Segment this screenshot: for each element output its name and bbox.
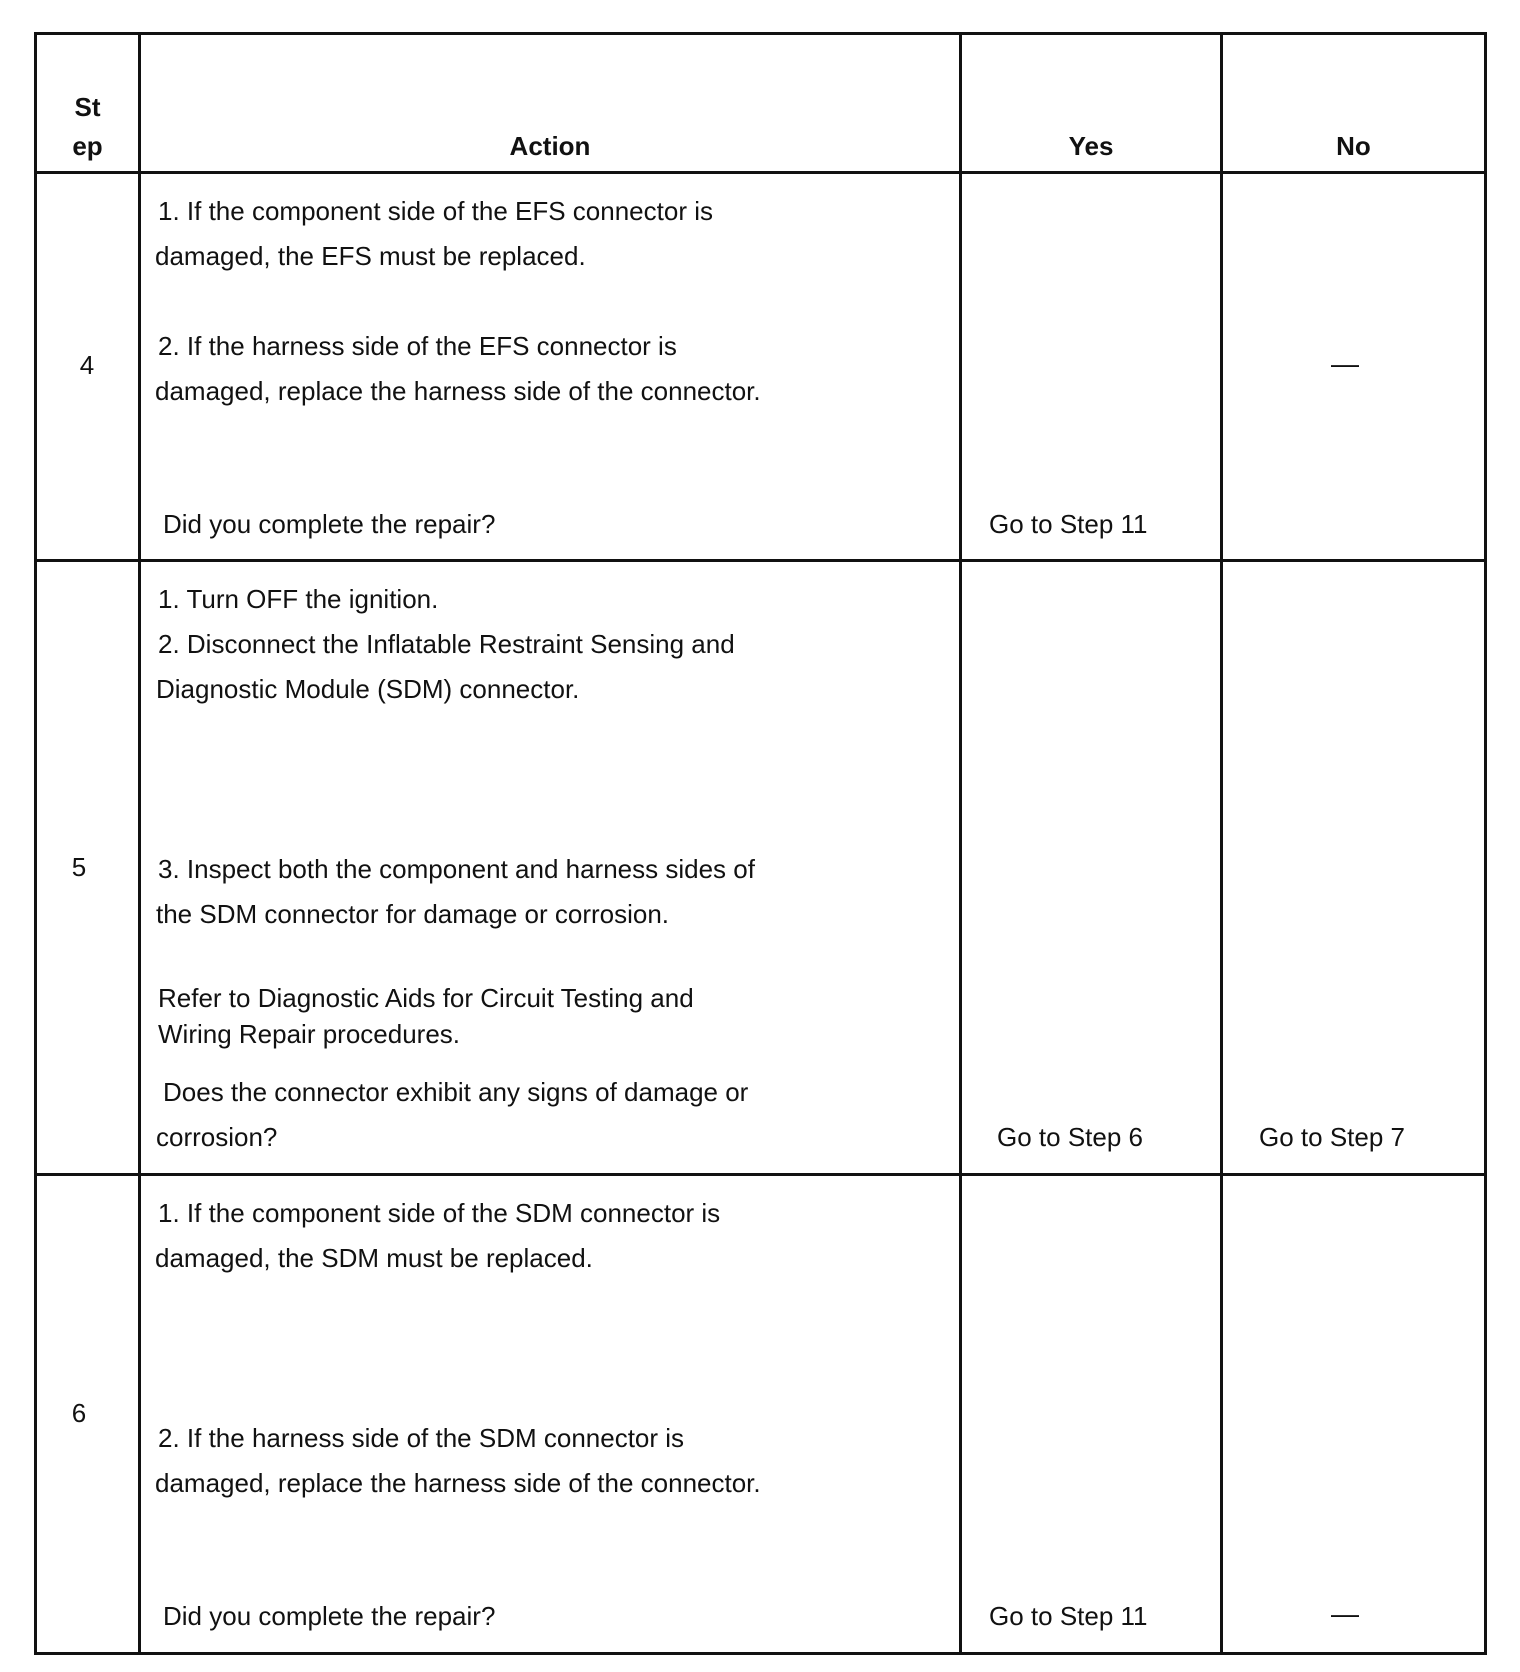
step5-item3-line2: the SDM connector for damage or corrosion. xyxy=(156,899,670,929)
step6-no: — xyxy=(1331,1598,1359,1629)
step5-note-line1: Refer to Diagnostic Aids for Circuit Testing and xyxy=(158,983,694,1013)
column-divider-action xyxy=(959,32,962,1655)
step4-question: Did you complete the repair? xyxy=(163,509,496,539)
step5-item2-line1: 2. Disconnect the Inflatable Restraint Sensing and xyxy=(158,629,735,659)
row-divider-4-5 xyxy=(34,559,1487,562)
step4-item2-line1: 2. If the harness side of the EFS connector is xyxy=(158,331,677,361)
step6-question: Did you complete the repair? xyxy=(163,1601,496,1631)
step4-yes: Go to Step 11 xyxy=(989,509,1148,539)
step6-item2-line2: damaged, replace the harness side of the connector. xyxy=(155,1468,761,1498)
step4-item1-line2: damaged, the EFS must be replaced. xyxy=(155,241,586,271)
step4-item2-line2: damaged, replace the harness side of the connector. xyxy=(155,376,761,406)
table-border-right xyxy=(1484,32,1487,1655)
step5-yes: Go to Step 6 xyxy=(997,1122,1143,1152)
step4-item1-line1: 1. If the component side of the EFS connector is xyxy=(158,196,713,226)
step6-item1-line2: damaged, the SDM must be replaced. xyxy=(155,1243,593,1273)
table-border-top xyxy=(34,32,1487,35)
header-yes: Yes xyxy=(1068,131,1114,161)
step6-item1-line1: 1. If the component side of the SDM connector is xyxy=(158,1198,721,1228)
step4-no: — xyxy=(1331,348,1359,379)
column-divider-step xyxy=(138,32,141,1655)
step5-item3-line1: 3. Inspect both the component and harness sides of xyxy=(158,854,755,884)
header-step xyxy=(37,88,138,166)
column-divider-yes xyxy=(1220,32,1223,1655)
step5-question-line2: corrosion? xyxy=(156,1122,278,1152)
step-number-5: 5 xyxy=(71,852,87,882)
header-step-line2: ep xyxy=(72,131,103,161)
header-divider xyxy=(34,171,1487,174)
step5-question-line1: Does the connector exhibit any signs of damage or xyxy=(163,1077,749,1107)
table-border-bottom xyxy=(34,1652,1487,1655)
step6-yes: Go to Step 11 xyxy=(989,1601,1148,1631)
row-divider-5-6 xyxy=(34,1173,1487,1176)
step5-item1: 1. Turn OFF the ignition. xyxy=(158,584,439,614)
header-step-line1: St xyxy=(74,92,101,122)
step5-note-line2: Wiring Repair procedures. xyxy=(158,1019,461,1049)
step6-item2-line1: 2. If the harness side of the SDM connector is xyxy=(158,1423,685,1453)
step-number-6: 6 xyxy=(71,1398,87,1428)
step5-no: Go to Step 7 xyxy=(1259,1122,1405,1152)
step-number-4: 4 xyxy=(79,350,95,380)
step5-item2-line2: Diagnostic Module (SDM) connector. xyxy=(156,674,580,704)
header-action: Action xyxy=(509,131,591,161)
header-no: No xyxy=(1336,131,1371,161)
